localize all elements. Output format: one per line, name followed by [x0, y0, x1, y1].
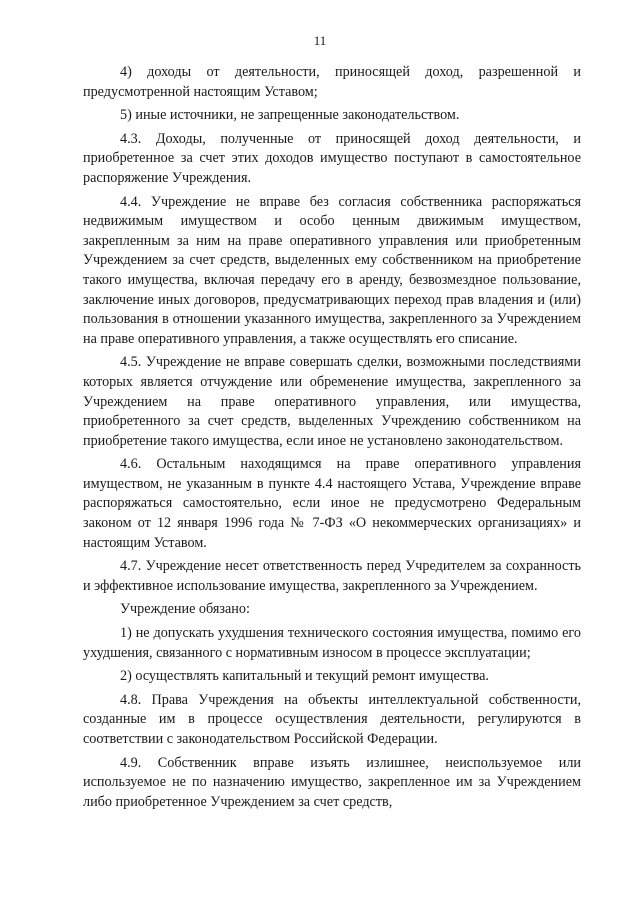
paragraph-income-activity: 4) доходы от деятельности, приносящей доход, разрешенной и предусмотренной настоящим Уставом; — [83, 64, 581, 100]
paragraph-other-sources: 5) иные источники, не запрещенные законодательством. — [120, 107, 460, 124]
paragraph-obligation-1: 1) не допускать ухудшения технического состояния имущества, помимо его ухудшения, связанного с нормативным износом в процессе эксплуатации; — [83, 625, 581, 661]
paragraph-obligations-heading: Учреждение обязано: — [120, 601, 250, 618]
paragraph-4-8: 4.8. Права Учреждения на объекты интеллектуальной собственности, созданные им в процессе осуществления деятельности, регулируются в соответствии с законодательством Российской Федерации. — [83, 691, 581, 747]
paragraph-obligation-2: 2) осуществлять капитальный и текущий ремонт имущества. — [120, 668, 489, 685]
paragraph-4-6: 4.6. Остальным находящимся на праве оперативного управления имуществом, не указанным в пункте 4.4 настоящего Устава, Учреждение вправе распоряжаться самостоятельно, если иное не предусмотрено Федеральным законом от 12 января 1996 года № 7-ФЗ «О некоммерческих организациях» и настоящим Уставом. — [83, 456, 581, 551]
document-body — [83, 63, 581, 816]
page-number: 11 — [313, 33, 327, 48]
paragraph-4-9: 4.9. Собственник вправе изъять излишнее, неиспользуемое или используемое не по назначению имущество, закрепленное им за Учреждением либо приобретенное Учреждением за счет средств, — [83, 754, 581, 810]
paragraph-4-5: 4.5. Учреждение не вправе совершать сделки, возможными последствиями которых является отчуждение или обременение имущества, закрепленного за Учреждением на праве оперативного управления, или имущества, приобретенного за счет средств, выделенных Учреждению собственником на приобретение такого имущества, если иное не установлено законодательством. — [83, 354, 581, 449]
paragraph-4-3: 4.3. Доходы, полученные от приносящей доход деятельности, и приобретенное за счет этих доходов имущество поступают в самостоятельное распоряжение Учреждения. — [83, 130, 581, 186]
paragraph-4-4: 4.4. Учреждение не вправе без согласия собственника распоряжаться недвижимым имуществом и особо ценным движимым имуществом, закрепленным за ним на праве оперативного управления или приобретенным Учреждением за счет средств, выделенных ему собственником на приобретение такого имущества, включая передачу его в аренду, безвозмездное пользование, заключение иных договоров, предусматривающих переход прав владения и (или) пользования в отношении указанного имущества, закрепленного за Учреждением на праве оперативного управления, а также осуществлять его списание. — [83, 193, 581, 347]
paragraph-4-7: 4.7. Учреждение несет ответственность перед Учредителем за сохранность и эффективное использование имущества, закрепленного за Учреждением. — [83, 558, 581, 594]
